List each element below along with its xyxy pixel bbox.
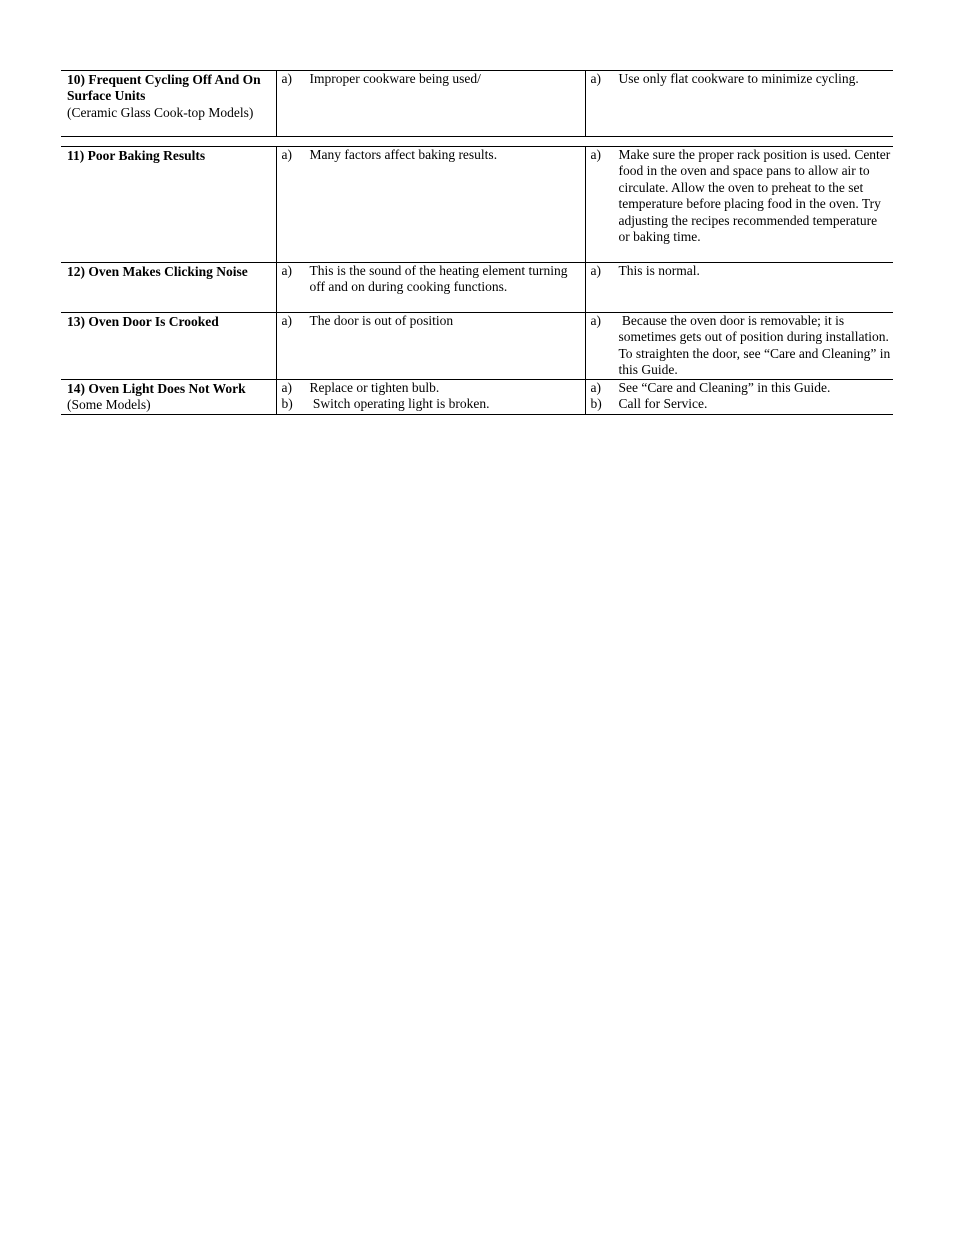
solution-item	[591, 147, 892, 245]
cause-cell	[276, 313, 585, 380]
problem-note: (Some Models)	[67, 397, 151, 413]
item-text: Use only flat cookware to minimize cycling.	[618, 71, 859, 86]
problem-title: 14) Oven Light Does Not Work	[67, 381, 246, 396]
troubleshooting-table-bottom	[61, 146, 893, 415]
item-text: This is normal.	[618, 263, 700, 278]
cause-cell	[276, 147, 585, 263]
cause-item	[282, 313, 583, 329]
item-text: Because the oven door is removable; it is sometimes gets out of position during installation. To straighten the door, see “Care and Cleaning” in this Guide.	[618, 313, 894, 378]
solution-item	[591, 313, 892, 379]
solution-item	[591, 396, 892, 412]
item-letter: a)	[281, 147, 292, 162]
solution-cell	[585, 263, 893, 313]
problem-title: 12) Oven Makes Clicking Noise	[67, 264, 248, 279]
problem-cell	[61, 147, 276, 263]
item-text: This is the sound of the heating element turning off and on during cooking functions.	[309, 263, 568, 295]
item-letter: a)	[590, 313, 601, 328]
table-row	[61, 147, 893, 263]
item-letter: b)	[281, 396, 293, 412]
item-text: Switch operating light is broken.	[309, 396, 490, 412]
table-row	[61, 380, 893, 415]
cause-item	[282, 396, 583, 412]
item-letter: a)	[590, 263, 601, 278]
table-row	[61, 71, 893, 137]
table-row	[61, 263, 893, 313]
item-letter: a)	[281, 380, 292, 395]
item-text: Many factors affect baking results.	[309, 147, 498, 162]
problem-cell	[61, 313, 276, 380]
item-text: Replace or tighten bulb.	[309, 380, 440, 395]
solution-cell	[585, 71, 893, 137]
problem-note: (Ceramic Glass Cook-top Models)	[67, 104, 254, 120]
item-text: Make sure the proper rack position is used. Center food in the oven and space pans to allow air to circulate. Allow the oven to preheat to the set temperature before placing food in the oven. Try adjusting the recipes recommended temperature or baking time.	[618, 147, 891, 245]
cause-item	[282, 380, 583, 396]
item-letter: a)	[281, 71, 292, 86]
problem-title: 13) Oven Door Is Crooked	[67, 314, 219, 329]
item-letter: a)	[281, 263, 292, 278]
item-letter: a)	[590, 147, 601, 162]
cause-cell	[276, 71, 585, 137]
item-letter: b)	[590, 396, 602, 412]
solution-cell	[585, 147, 893, 263]
solution-item	[591, 380, 892, 396]
problem-cell	[61, 263, 276, 313]
item-text: Call for Service.	[618, 396, 708, 412]
problem-cell	[61, 380, 276, 415]
cause-item	[282, 147, 583, 163]
cause-item	[282, 263, 583, 296]
cause-item	[282, 71, 583, 87]
problem-title: 11) Poor Baking Results	[67, 148, 206, 163]
item-text: Improper cookware being used/	[309, 71, 481, 86]
table-row	[61, 313, 893, 380]
solution-item	[591, 263, 892, 279]
item-letter: a)	[590, 71, 601, 86]
troubleshooting-table-top	[61, 70, 893, 137]
item-text: See “Care and Cleaning” in this Guide.	[618, 380, 831, 395]
solution-cell	[585, 380, 893, 415]
problem-title: 10) Frequent Cycling Off And On Surface Units	[67, 72, 261, 104]
item-letter: a)	[590, 380, 601, 395]
cause-cell	[276, 263, 585, 313]
solution-cell	[585, 313, 893, 380]
cause-cell	[276, 380, 585, 415]
problem-cell	[61, 71, 276, 137]
item-letter: a)	[281, 313, 292, 328]
item-text: The door is out of position	[309, 313, 454, 328]
solution-item	[591, 71, 892, 87]
